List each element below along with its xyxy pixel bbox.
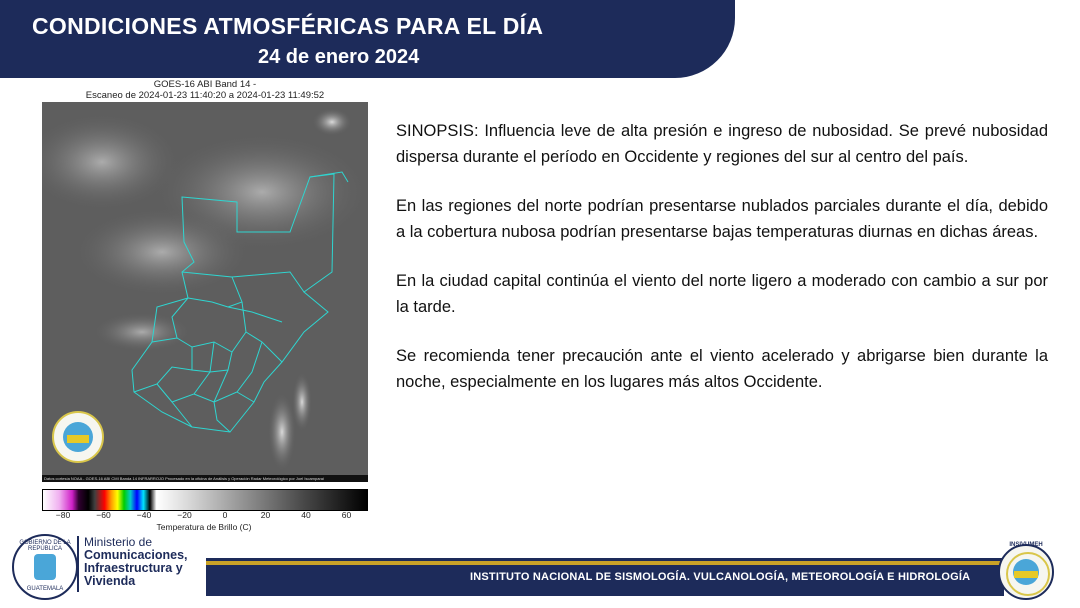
capital-city-paragraph: En la ciudad capital continúa el viento del norte ligero a moderado con cambio a sur por la tarde. — [396, 272, 1048, 316]
ministry-line3: Infraestructura y — [84, 561, 183, 575]
synopsis-paragraph: SINOPSIS: Influencia leve de alta presión e ingreso de nubosidad. Se prevé nubosidad dispersa durante el período en Occidente y regiones del sur al centro del país. — [396, 122, 1048, 166]
insivumeh-seal-icon — [52, 411, 104, 463]
footer-gold-line — [206, 561, 1004, 565]
colorbar-label: Temperatura de Brillo (C) — [156, 522, 252, 532]
ministry-line4: Vivienda — [84, 574, 136, 588]
header-banner — [0, 0, 735, 78]
ministry-divider — [77, 536, 79, 592]
government-seal-icon — [12, 534, 78, 600]
colorbar-tick: 60 — [341, 510, 352, 520]
ministry-line2: Comunicaciones, — [84, 548, 188, 562]
satellite-image — [42, 102, 368, 482]
colorbar-tick: −60 — [96, 510, 111, 520]
ministry-line1: Ministerio de — [84, 535, 153, 549]
insivumeh-logo-icon — [998, 544, 1054, 600]
colorbar-tick: 20 — [260, 510, 271, 520]
seal-top-text: GOBIERNO DE LA REPÚBLICA — [19, 540, 71, 552]
colorbar-tick: 40 — [301, 510, 311, 520]
seal-bottom-text: GUATEMALA — [26, 586, 64, 592]
page-title: CONDICIONES ATMOSFÉRICAS PARA EL DÍA — [32, 13, 544, 39]
report-date: 24 de enero 2024 — [258, 46, 420, 68]
satellite-caption — [42, 79, 368, 101]
colorbar-tick: 0 — [222, 510, 228, 520]
north-region-paragraph: En las regiones del norte podrían presentarse nublados parciales durante el día, debido a la cobertura nubosa podrían presentarse bajas temperaturas diurnas en dichas áreas. — [396, 197, 1048, 241]
recommendation-paragraph: Se recomienda tener precaución ante el viento acelerado y abrigarse bien durante la noche, especialmente en los lugares más altos Occidente. — [396, 347, 1048, 391]
colorbar-tick: −40 — [136, 510, 152, 520]
satellite-credit: Datos cortesía NOAA - GOES-16 ABI CMI Banda 14 INFRARROJO Procesado en la oficina de Análisis y Operación Radar Meteorológico por Joel Iscamparai — [42, 475, 368, 482]
satellite-caption-line2: Escaneo de 2024-01-23 11:40:20 a 2024-01-23 11:49:52 — [85, 90, 325, 101]
institute-name: INSTITUTO NACIONAL DE SISMOLOGÍA. VULCANOLOGÍA, METEOROLOGÍA E HIDROLOGÍA — [470, 571, 971, 583]
colorbar-tick: −80 — [55, 510, 71, 520]
temperature-colorbar — [42, 489, 368, 511]
colorbar-tick: −20 — [177, 510, 192, 520]
ministry-logo — [84, 536, 188, 588]
forecast-text — [396, 118, 1048, 418]
satellite-caption-line1: GOES-16 ABI Band 14 - — [153, 79, 257, 90]
insivumeh-logo-label: INSIVUMEH — [1009, 542, 1043, 548]
